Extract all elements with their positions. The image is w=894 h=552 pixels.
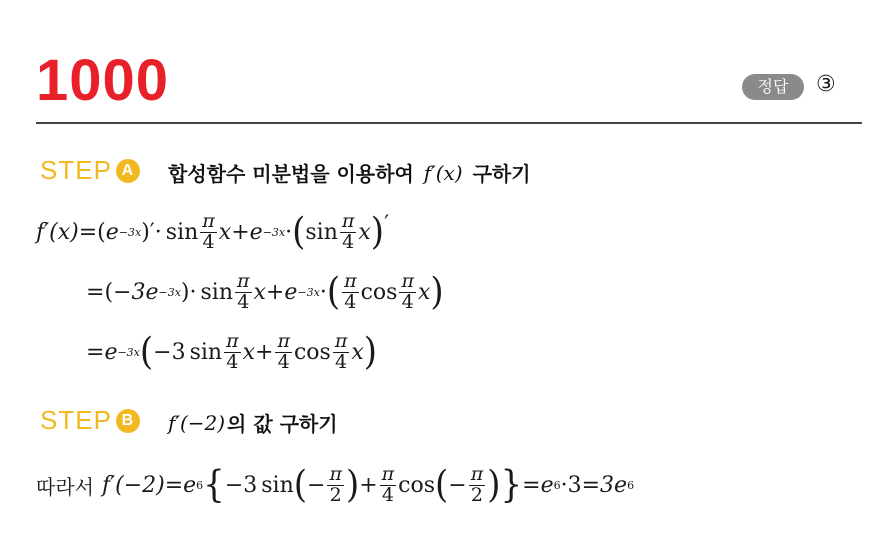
header-divider	[36, 122, 862, 124]
fraction: $\frac{\pi}{2}$	[470, 463, 484, 506]
step-b-badge: B	[116, 409, 140, 433]
step-b-title: f′(−2) 의 값 구하기	[168, 410, 338, 436]
fraction: $\frac{\pi}{4}$	[202, 210, 215, 253]
fraction: $\frac{\pi}{4}$	[226, 330, 239, 373]
problem-number: 1000	[36, 48, 170, 113]
fraction: $\frac{\pi}{4}$	[334, 330, 348, 373]
fraction: $\frac{\pi}{4}$	[277, 330, 290, 373]
step-a-title: 합성함수 미분법을 이용하여 f′(x) 구하기	[168, 160, 531, 186]
step-b-label	[40, 405, 140, 436]
derivation-line-3: = e −3x ( −3 sin $\frac{\pi}{4}$ x + $\frac{\pi}{4}$ cos $\frac{\pi}{4}$ x )	[86, 330, 377, 375]
fraction: $\frac{\pi}{2}$	[329, 463, 342, 506]
fraction: $\frac{\pi}{4}$	[381, 463, 395, 506]
derivation-line-1: f′(x) = ( e −3x ) ′ · sin $\frac{\pi}{4}$ x + e −3x · ( sin $\frac{\pi}{4}$ x ) ′	[36, 210, 390, 255]
step-a-label	[40, 155, 140, 186]
fraction: $\frac{\pi}{4}$	[344, 270, 357, 313]
fraction: $\frac{\pi}{4}$	[341, 210, 355, 253]
derivation-line-2: = ( −3e −3x ) · sin $\frac{\pi}{4}$ x + e −3x · ( $\frac{\pi}{4}$ cos $\frac{\pi}{4}$ x )	[86, 270, 444, 315]
answer-value: ③	[816, 72, 836, 97]
step-a-text: STEP	[40, 155, 112, 185]
step-b-text: STEP	[40, 405, 112, 435]
step-a-badge: A	[116, 159, 140, 183]
fraction: $\frac{\pi}{4}$	[237, 270, 250, 313]
conclusion-line: 따라서 f′(−2) = e 6 { −3 sin ( − $\frac{\pi}{2}$ ) + $\frac{\pi}{4}$ cos ( − $\frac{\pi}{2}$ ) } = e 6 · 3 = 3e 6	[36, 463, 635, 508]
fraction: $\frac{\pi}{4}$	[401, 270, 414, 313]
answer-badge: 정답	[742, 74, 804, 100]
